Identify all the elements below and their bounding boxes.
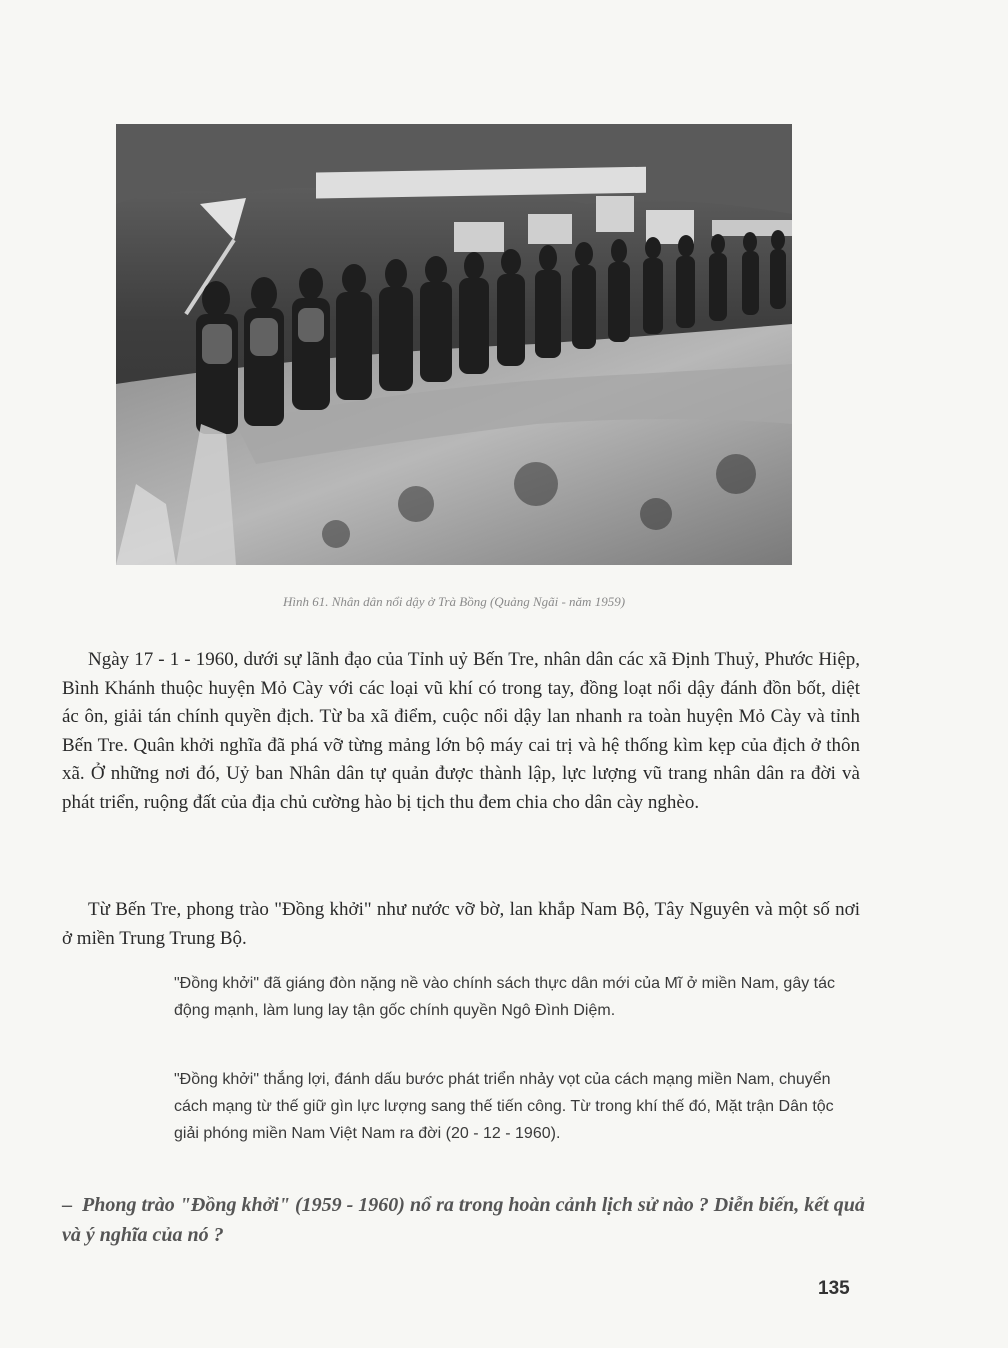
body-paragraph-2: Từ Bến Tre, phong trào "Đồng khởi" như nước vỡ bờ, lan khắp Nam Bộ, Tây Nguyên và một số nơi ở miền Trung Trung Bộ. <box>62 899 860 949</box>
figure-caption: Hình 61. Nhân dân nổi dậy ở Trà Bồng (Quảng Ngãi - năm 1959) <box>282 594 626 609</box>
question-text: Phong trào "Đồng khởi" (1959 - 1960) nổ ra trong hoàn cảnh lịch sử nào ? Diễn biến, kết quả và ý nghĩa của nó ? <box>62 1194 865 1246</box>
body-paragraph-1: Ngày 17 - 1 - 1960, dưới sự lãnh đạo của Tỉnh uỷ Bến Tre, nhân dân các xã Định Thuỷ, Phước Hiệp, Bình Khánh thuộc huyện Mỏ Cày với các loại vũ khí có trong tay, đồng loạt nổi dậy đánh đồn bốt, diệt ác ôn, giải tán chính quyền địch. Từ ba xã điểm, cuộc nổi dậy lan nhanh ra toàn huyện Mỏ Cày và tỉnh Bến Tre. Quân khởi nghĩa đã phá vỡ từng mảng lớn bộ máy cai trị và hệ thống kìm kẹp của địch ở thôn xã. Ở những nơi đó, Uỷ ban Nhân dân tự quản được thành lập, lực lượng vũ trang nhân dân ra đời và phát triển, ruộng đất của địa chủ cường hào bị tịch thu đem chia cho dân cày nghèo. <box>62 649 860 813</box>
question-dash: – <box>62 1194 72 1216</box>
historical-photo <box>116 124 792 565</box>
review-question <box>62 1190 872 1250</box>
crowd-photo-illustration <box>116 124 792 565</box>
summary-note-2: "Đồng khởi" thắng lợi, đánh dấu bước phát triển nhảy vọt của cách mạng miền Nam, chuyển cách mạng từ thế giữ gìn lực lượng sang thế tiến công. Từ trong khí thế đó, Mặt trận Dân tộc giải phóng miền Nam Việt Nam ra đời (20 - 12 - 1960). <box>174 1071 834 1142</box>
page-number: 135 <box>818 1278 850 1299</box>
summary-note-1: "Đồng khởi" đã giáng đòn nặng nề vào chính sách thực dân mới của Mĩ ở miền Nam, gây tác động mạnh, làm lung lay tận gốc chính quyền Ngô Đình Diệm. <box>174 975 836 1019</box>
